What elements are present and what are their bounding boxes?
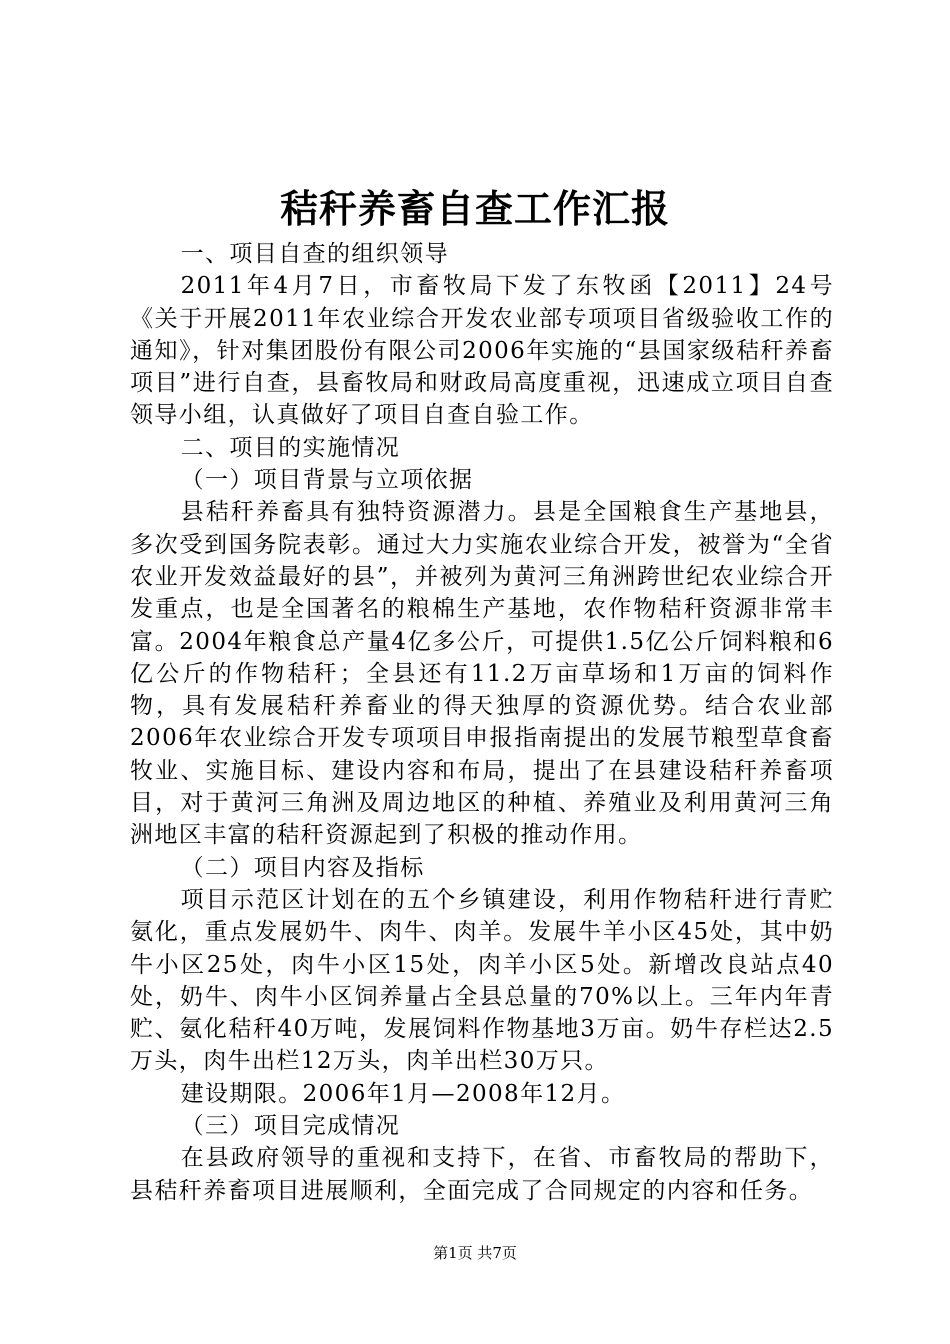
document-title: 秸秆养畜自查工作汇报 <box>279 186 670 231</box>
subsection-heading-2: （二）项目内容及指标 <box>180 854 425 881</box>
section-heading-2: 二、项目的实施情况 <box>180 434 401 461</box>
page-footer: 第1页 共7页 <box>433 1244 517 1262</box>
body-paragraph-2: 县秸秆养畜具有独特资源潜力。县是全国粮食生产基地县，多次受到国务院表彰。通过大力实施农业综合开发，被誉为“全省农业开发效益最好的县”，并被列为黄河三角洲跨世纪农业综合开发重点，也是全国著名的粮棉生产基地，农作物秸秆资源非常丰富。2004年粮食总产量4亿多公斤，可提供1.5亿公斤饲料粮和6亿公斤的作物秸秆；全县还有11.2万亩草场和1万亩的饲料作物，具有发展秸秆养畜业的得天独厚的资源优势。结合农业部2006年农业综合开发专项项目申报指南提出的发展节粮型草食畜牧业、实施目标、建设内容和布局，提出了在县建设秸秆养畜项目，对于黄河三角洲及周边地区的种植、养殖业及利用黄河三角洲地区丰富的秸秆资源起到了积极的推动作用。 <box>130 499 834 849</box>
body-paragraph-3: 项目示范区计划在的五个乡镇建设，利用作物秸秆进行青贮氨化，重点发展奶牛、肉牛、肉羊。发展牛羊小区45处，其中奶牛小区25处，肉牛小区15处，肉羊小区5处。新增改良站点40处，奶牛、肉牛小区饲养量占全县总量的70%以上。三年内年青贮、氨化秸秆40万吨，发展饲料作物基地3万亩。奶牛存栏达2.5万头，肉牛出栏12万头，肉羊出栏30万只。 <box>130 886 834 1075</box>
subsection-heading-1: （一）项目背景与立项依据 <box>180 467 474 494</box>
body-paragraph-4: 建设期限。2006年1月—2008年12月。 <box>180 1080 626 1107</box>
section-heading-1: 一、项目自查的组织领导 <box>180 241 449 267</box>
document-body <box>130 238 834 1207</box>
body-paragraph-5: 在县政府领导的重视和支持下，在省、市畜牧局的帮助下，县秸秆养畜项目进展顺利，全面完成了合同规定的内容和任务。 <box>130 1145 834 1204</box>
body-paragraph-1: 2011年4月7日，市畜牧局下发了东牧函【2011】24号《关于开展2011年农业综合开发农业部专项项目省级验收工作的通知》，针对集团股份有限公司2006年实施的“县国家级秸秆养畜项目”进行自查，县畜牧局和财政局高度重视，迅速成立项目自查领导小组，认真做好了项目自查自验工作。 <box>130 273 834 429</box>
subsection-heading-3: （三）项目完成情况 <box>180 1113 401 1140</box>
